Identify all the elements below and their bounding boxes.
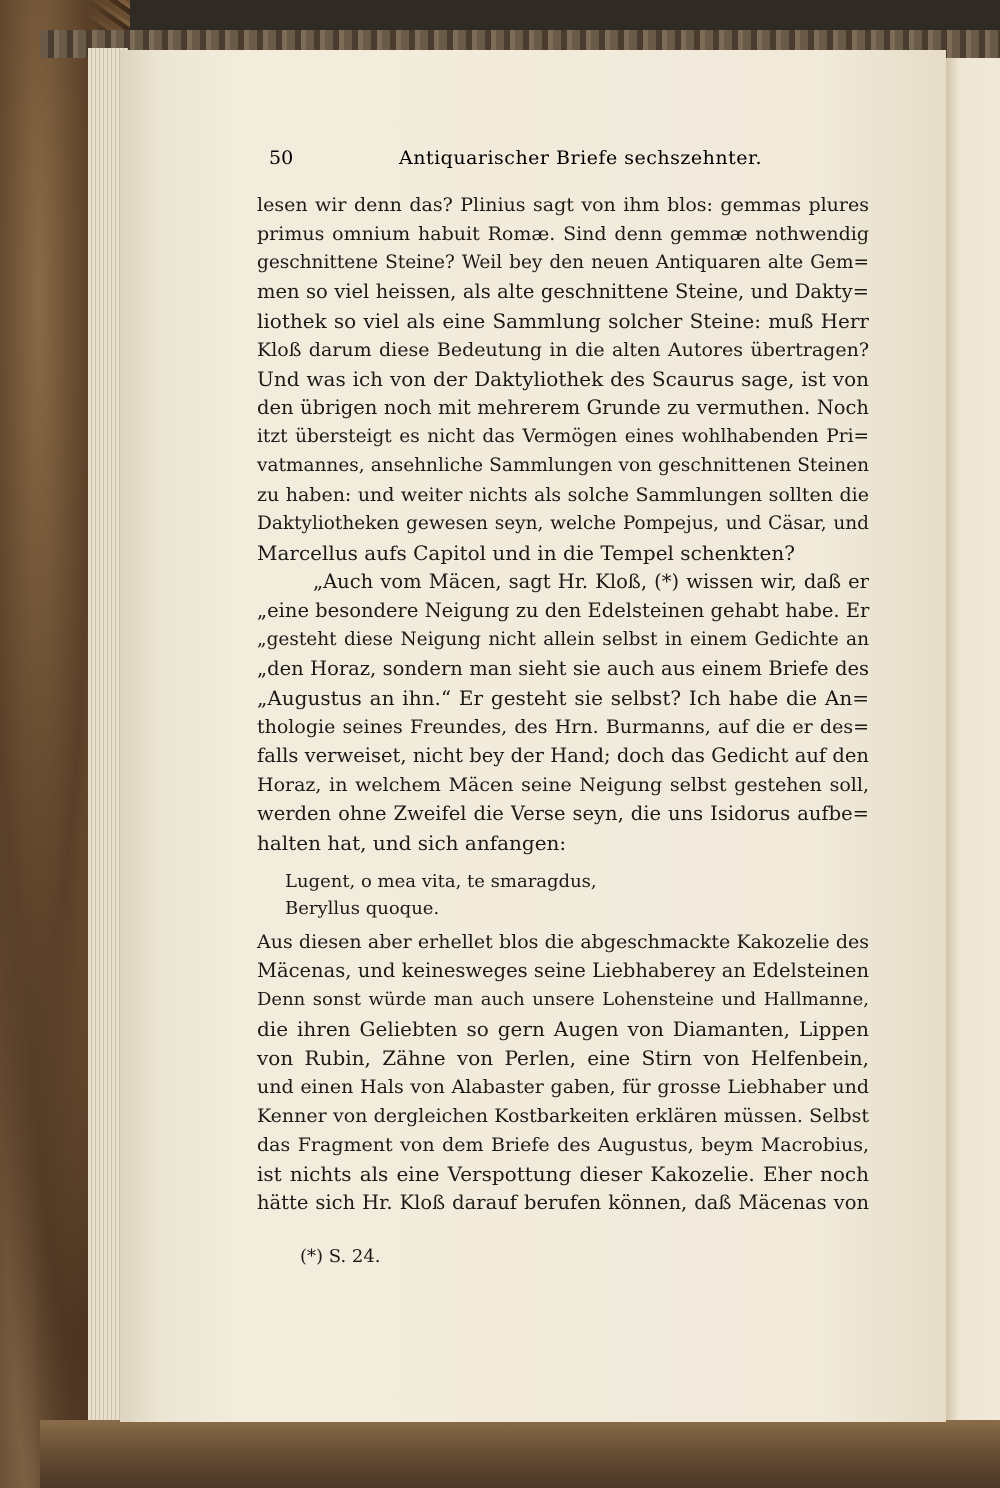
text-line: „Auch vom Mäcen, sagt Hr. Kloß, (*) wissen wir, daß er [313, 570, 869, 593]
text-line: und einen Hals von Alabaster gaben, für grosse Liebhaber und [257, 1076, 869, 1098]
text-line: thologie seines Freundes, des Hrn. Burmanns, auf die er des= [257, 716, 869, 738]
book-bottom-edge [40, 1420, 1000, 1488]
text-line: Und was ich von der Daktyliothek des Scaurus sage, ist von [257, 367, 869, 391]
text-line: halten hat, und sich anfangen: [257, 831, 567, 855]
text-line: Horaz, in welchem Mäcen seine Neigung selbst gestehen soll, [257, 774, 869, 796]
text-line: men so viel heissen, als alte geschnittene Steine, und Dakty= [257, 280, 869, 303]
text-line: Denn sonst würde man auch unsere Lohensteine und Hallmanne, [257, 989, 869, 1010]
text-line: Marcellus aufs Capitol und in die Tempel schenkten? [257, 541, 795, 565]
text-line: primus omnium habuit Romæ. Sind denn gemmæ nothwendig [257, 223, 869, 245]
footnote: (*) S. 24. [300, 1246, 381, 1267]
text-line: „gesteht diese Neigung nicht allein selbst in einem Gedichte an [257, 629, 869, 650]
text-line: hätte sich Hr. Kloß darauf berufen können, daß Mäcenas von [257, 1191, 869, 1214]
text-line: zu haben: und weiter nichts als solche Sammlungen sollten die [257, 484, 869, 506]
text-line: geschnittene Steine? Weil bey den neuen Antiquaren alte Gem= [257, 252, 869, 273]
page-header [257, 147, 869, 181]
text-line: werden ohne Zweifel die Verse seyn, die uns Isidorus aufbe= [257, 802, 869, 825]
text-line: liothek so viel als eine Sammlung solcher Steine: muß Herr [257, 309, 869, 333]
text-line: das Fragment von dem Briefe des Augustus, beym Macrobius, [257, 1134, 869, 1156]
text-line: „Augustus an ihn.“ Er gesteht sie selbst? Ich habe die An= [257, 686, 869, 710]
text-line: Mäcenas, und keinesweges seine Liebhaberey an Edelsteinen [257, 959, 869, 982]
text-line: Kloß darum diese Bedeutung in die alten Autores übertragen? [257, 339, 869, 361]
text-line: Kenner von dergleichen Kostbarkeiten erklären müssen. Selbst [257, 1105, 869, 1127]
verse-line: Beryllus quoque. [285, 898, 440, 919]
text-line: Aus diesen aber erhellet blos die abgeschmackte Kakozelie des [257, 931, 869, 953]
text-line: vatmannes, ansehnliche Sammlungen von geschnittenen Steinen [257, 455, 869, 476]
text-line: „eine besondere Neigung zu den Edelsteinen gehabt habe. Er [257, 599, 870, 622]
text-line: von Rubin, Zähne von Perlen, eine Stirn von Helfenbein, [257, 1046, 869, 1070]
text-line: den übrigen noch mit mehrerem Grunde zu vermuthen. Noch [257, 396, 869, 419]
text-line: itzt übersteigt es nicht das Vermögen eines wohlhabenden Pri= [257, 426, 869, 447]
facing-page-edge [946, 58, 1000, 1422]
text-line: lesen wir denn das? Plinius sagt von ihm blos: gemmas plures [257, 194, 869, 216]
text-line: „den Horaz, sondern man sieht sie auch aus einem Briefe des [257, 657, 869, 680]
text-line: ist nichts als eine Verspottung dieser Kakozelie. Eher noch [257, 1162, 869, 1186]
text-line: die ihren Geliebten so gern Augen von Diamanten, Lippen [257, 1017, 869, 1041]
verse-line: Lugent, o mea vita, te smaragdus, [285, 871, 597, 892]
text-line: falls verweiset, nicht bey der Hand; doch das Gedicht auf den [257, 744, 869, 767]
running-head: Antiquarischer Briefe sechszehnter. [399, 147, 762, 169]
page-number: 50 [269, 147, 294, 169]
text-line: Daktyliotheken gewesen seyn, welche Pompejus, und Cäsar, und [257, 513, 869, 534]
